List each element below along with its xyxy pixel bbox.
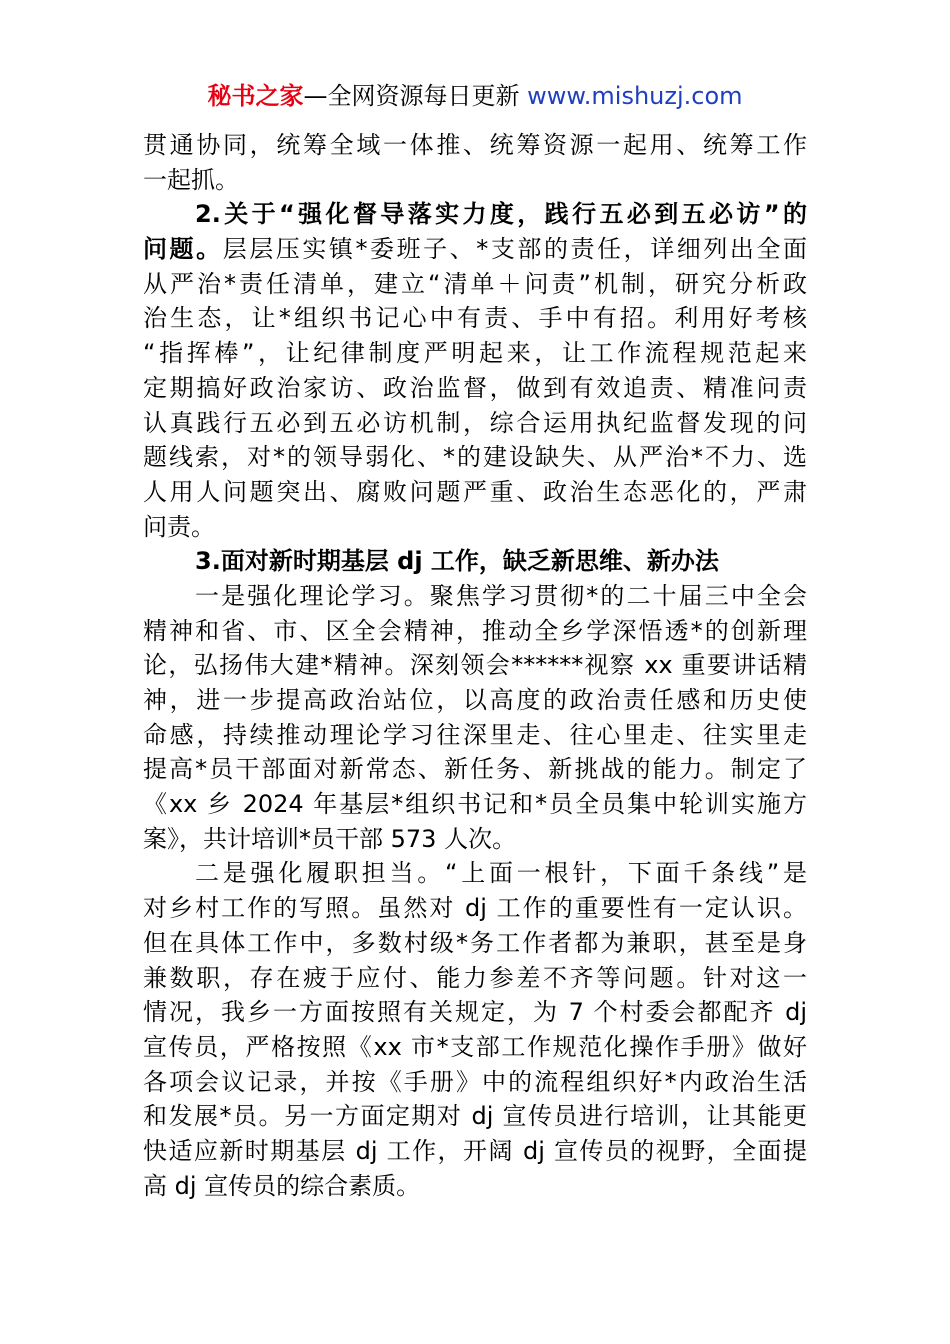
text-line: 情况，我乡一方面按照有关规定，为 7 个村委会都配齐 dj [143,998,807,1027]
text-line: 从严治*责任清单，建立“清单＋问责”机制，研究分析政 [143,269,807,298]
text-line-part: 层层压实镇*委班子、*支部的责任，详细列出全面 [222,235,807,264]
text-line: 提高*员干部面对新常态、新任务、新挑战的能力。制定了 [143,755,807,784]
text-line: 一是强化理论学习。聚焦学习贯彻*的二十届三中全会 [195,581,807,610]
section-heading: 2.关于“强化督导落实力度，践行五必到五必访”的 [195,200,807,229]
site-header [0,80,950,112]
text-line: 高 dj 宣传员的综合素质。 [143,1171,421,1200]
text-line: 二是强化履职担当。“上面一根针，下面千条线”是 [195,859,807,888]
section-heading-tail: 问题。 [143,235,223,264]
text-line [143,232,807,267]
text-line: 认真践行五必到五必访机制，综合运用执纪监督发现的问 [143,408,807,437]
text-line: 题线索，对*的领导弱化、*的建设缺失、从严治*不力、选 [143,443,807,472]
text-line: “指挥棒”，让纪律制度严明起来，让工作流程规范起来 [143,339,807,368]
text-line: 问责。 [143,512,215,541]
section-heading: 3.面对新时期基层 dj 工作，缺乏新思维、新办法 [195,547,719,576]
text-line: 人用人问题突出、腐败问题严重、政治生态恶化的，严肃 [143,477,807,506]
text-line: 治生态，让*组织书记心中有责、手中有招。利用好考核 [143,304,807,333]
text-line: 但在具体工作中，多数村级*务工作者都为兼职，甚至是身 [143,928,807,957]
text-line: 兼数职，存在疲于应付、能力参差不齐等问题。针对这一 [143,963,807,992]
text-line: 神，进一步提高政治站位，以高度的政治责任感和历史使 [143,686,807,714]
document-body [143,128,807,1203]
site-url-link[interactable]: www.mishuzj.com [527,82,743,110]
text-line: 快适应新时期基层 dj 工作，开阔 dj 宣传员的视野，全面提 [143,1136,807,1165]
site-tagline: —全网资源每日更新 [303,82,528,110]
text-line: 精神和省、市、区全会精神，推动全乡学深悟透*的创新理 [143,616,807,645]
text-line: 定期搞好政治家访、政治监督，做到有效追责、精准问责 [143,373,807,402]
text-line: 贯通协同，统筹全域一体推、统筹资源一起用、统筹工作 [143,131,807,159]
text-line: 宣传员，严格按照《xx 市*支部工作规范化操作手册》做好 [143,1032,807,1061]
text-line: 《xx 乡 2024 年基层*组织书记和*员全员集中轮训实施方 [143,790,807,819]
text-line: 论，弘扬伟大建*精神。深刻领会******视察 xx 重要讲话精 [143,651,807,680]
text-line: 一起抓。 [143,165,239,194]
site-brand: 秘书之家 [207,82,304,110]
text-line: 和发展*员。另一方面定期对 dj 宣传员进行培训，让其能更 [143,1102,807,1131]
text-line: 案》，共计培训*员干部 573 人次。 [143,824,517,853]
text-line: 对乡村工作的写照。虽然对 dj 工作的重要性有一定认识。 [143,894,807,923]
text-line: 各项会议记录，并按《手册》中的流程组织好*内政治生活 [143,1067,807,1096]
text-line: 命感，持续推动理论学习往深里走、往心里走、往实里走 [143,720,807,749]
